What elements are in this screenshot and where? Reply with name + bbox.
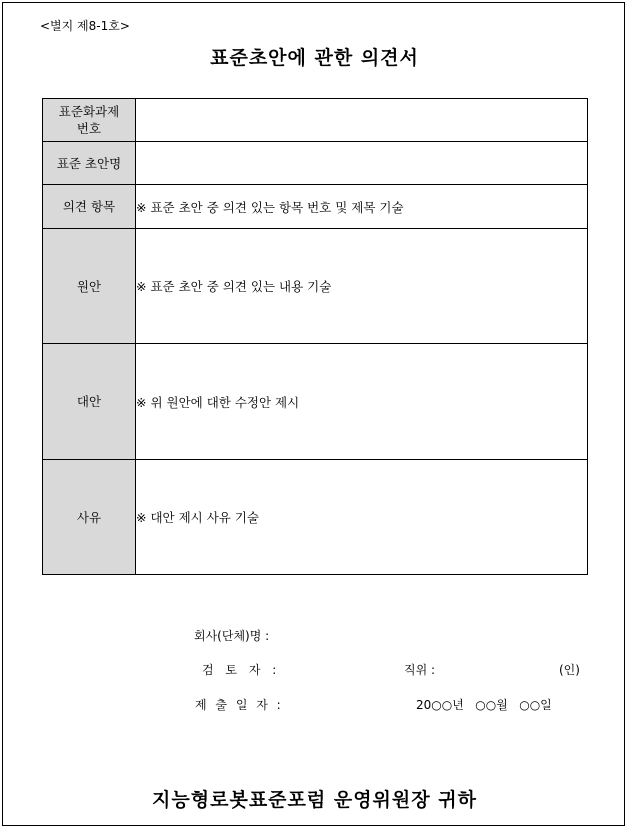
- appendix-label: <별지 제8-1호>: [40, 19, 130, 33]
- label-text: 표준화과제 번호: [58, 104, 120, 136]
- submission-date-value: 20○○년 ○○월 ○○일: [416, 698, 552, 712]
- opinion-item-field[interactable]: [136, 185, 588, 229]
- form-row-original: [43, 229, 588, 344]
- row-label-draft-name: 표준 초안명: [43, 142, 136, 185]
- document-title: 표준초안에 관한 의견서: [210, 47, 419, 69]
- original-guide: ※ 표준 초안 중 의견 있는 내용 기술: [136, 279, 332, 294]
- alternative-guide: ※ 위 원안에 대한 수정안 제시: [136, 394, 300, 410]
- original-field[interactable]: [136, 229, 588, 344]
- form-row-draft-name: [43, 142, 588, 185]
- addressee-title: 지능형로봇표준포럼 운영위원장 귀하: [152, 789, 477, 811]
- opinion-form-table: [42, 98, 588, 575]
- seal-mark: (인): [559, 663, 580, 677]
- reason-guide: ※ 대안 제시 사유 기술: [136, 510, 259, 525]
- row-label-opinion-item: 의견 항목: [43, 185, 136, 229]
- row-label-reason: 사유: [43, 460, 136, 575]
- row-label-task-number: [43, 99, 136, 142]
- row-label-alternative: 대안: [43, 344, 136, 460]
- form-row-alternative: [43, 344, 588, 460]
- draft-name-field[interactable]: [136, 142, 588, 185]
- position-label: 직위 :: [404, 663, 436, 677]
- alternative-field[interactable]: [136, 344, 588, 460]
- form-row-reason: [43, 460, 588, 575]
- row-label-original: 원안: [43, 229, 136, 344]
- reviewer-label: 검 토 자 :: [202, 663, 277, 677]
- form-row-task-number: [43, 99, 588, 142]
- submission-date-label: 제 출 일 자 :: [195, 698, 281, 712]
- task-number-field[interactable]: [136, 99, 588, 142]
- reason-field[interactable]: [136, 460, 588, 575]
- opinion-item-guide: ※ 표준 초안 중 의견 있는 항목 번호 및 제목 기술: [136, 199, 404, 215]
- form-row-opinion-item: [43, 185, 588, 229]
- company-name-label: 회사(단체)명 :: [194, 629, 270, 643]
